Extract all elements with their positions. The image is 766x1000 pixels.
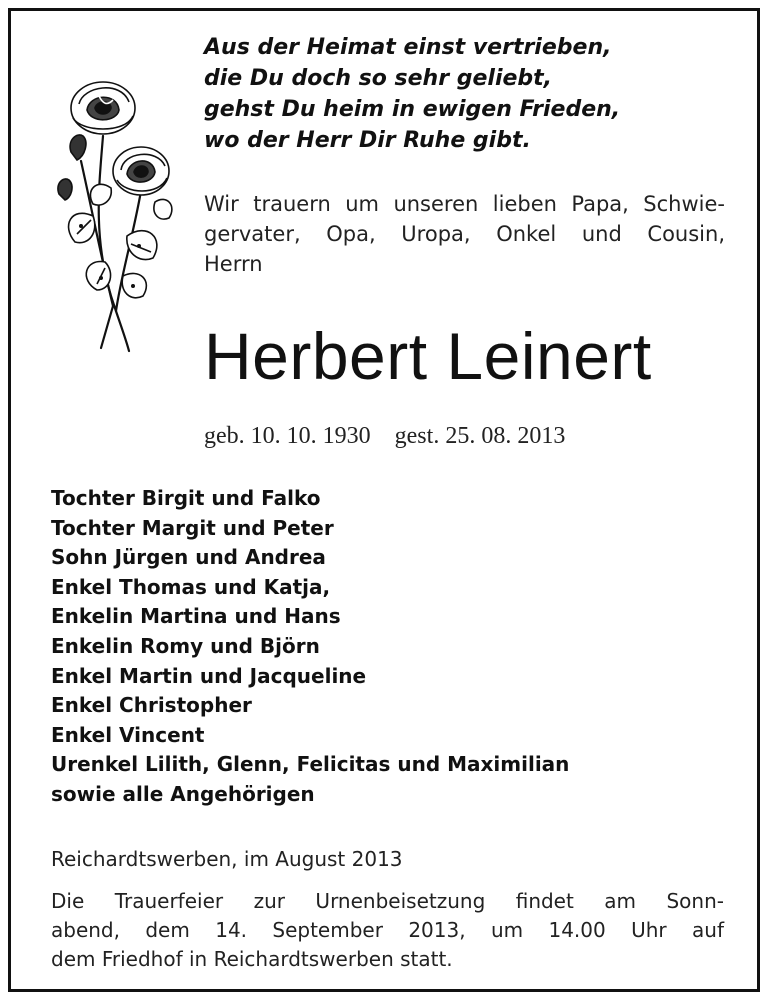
list-item: Enkel Martin und Jacqueline (51, 663, 367, 688)
ceremony-notice (51, 887, 724, 974)
list-item: Sohn Jürgen und Andrea (51, 545, 326, 570)
intro-line: Wir trauern um unseren lieben Papa, Schwie- (204, 192, 725, 216)
poem-line: wo der Herr Dir Ruhe gibt. (204, 128, 531, 153)
list-item: Tochter Margit und Peter (51, 515, 334, 540)
birth-date: geb. 10. 10. 1930 (204, 423, 371, 449)
life-dates (204, 419, 744, 453)
list-item: Enkelin Romy und Björn (51, 633, 320, 658)
memorial-poem (204, 32, 744, 156)
list-item: Urenkel Lilith, Glenn, Felicitas und Maximilian (51, 752, 570, 777)
list-item: Enkel Vincent (51, 722, 205, 747)
poem-line: die Du doch so sehr geliebt, (204, 66, 553, 91)
rose-bouquet-icon (41, 66, 181, 356)
ceremony-line: Die Trauerfeier zur Urnenbeisetzung findet am Sonn- (51, 889, 724, 913)
mourners-list (51, 484, 731, 810)
poem-line: Aus der Heimat einst vertrieben, (204, 35, 612, 60)
poem-line: gehst Du heim in ewigen Frieden, (204, 97, 621, 122)
list-item: Tochter Birgit und Falko (51, 486, 321, 510)
deceased-name: Herbert Leinert (204, 319, 652, 393)
mourning-intro (204, 189, 725, 279)
obituary-notice (8, 8, 760, 992)
place-and-date: Reichardtswerben, im August 2013 (51, 847, 403, 871)
list-item: Enkel Thomas und Katja, (51, 574, 331, 599)
ceremony-line: abend, dem 14. September 2013, um 14.00 Uhr auf (51, 918, 724, 942)
intro-line: gervater, Opa, Uropa, Onkel und Cousin, (204, 222, 725, 246)
death-date: gest. 25. 08. 2013 (394, 423, 566, 449)
list-item: Enkel Christopher (51, 693, 252, 718)
list-item: sowie alle Angehörigen (51, 781, 315, 806)
ceremony-line: dem Friedhof in Reichardtswerben statt. (51, 947, 453, 971)
intro-line: Herrn (204, 252, 263, 276)
list-item: Enkelin Martina und Hans (51, 604, 341, 629)
